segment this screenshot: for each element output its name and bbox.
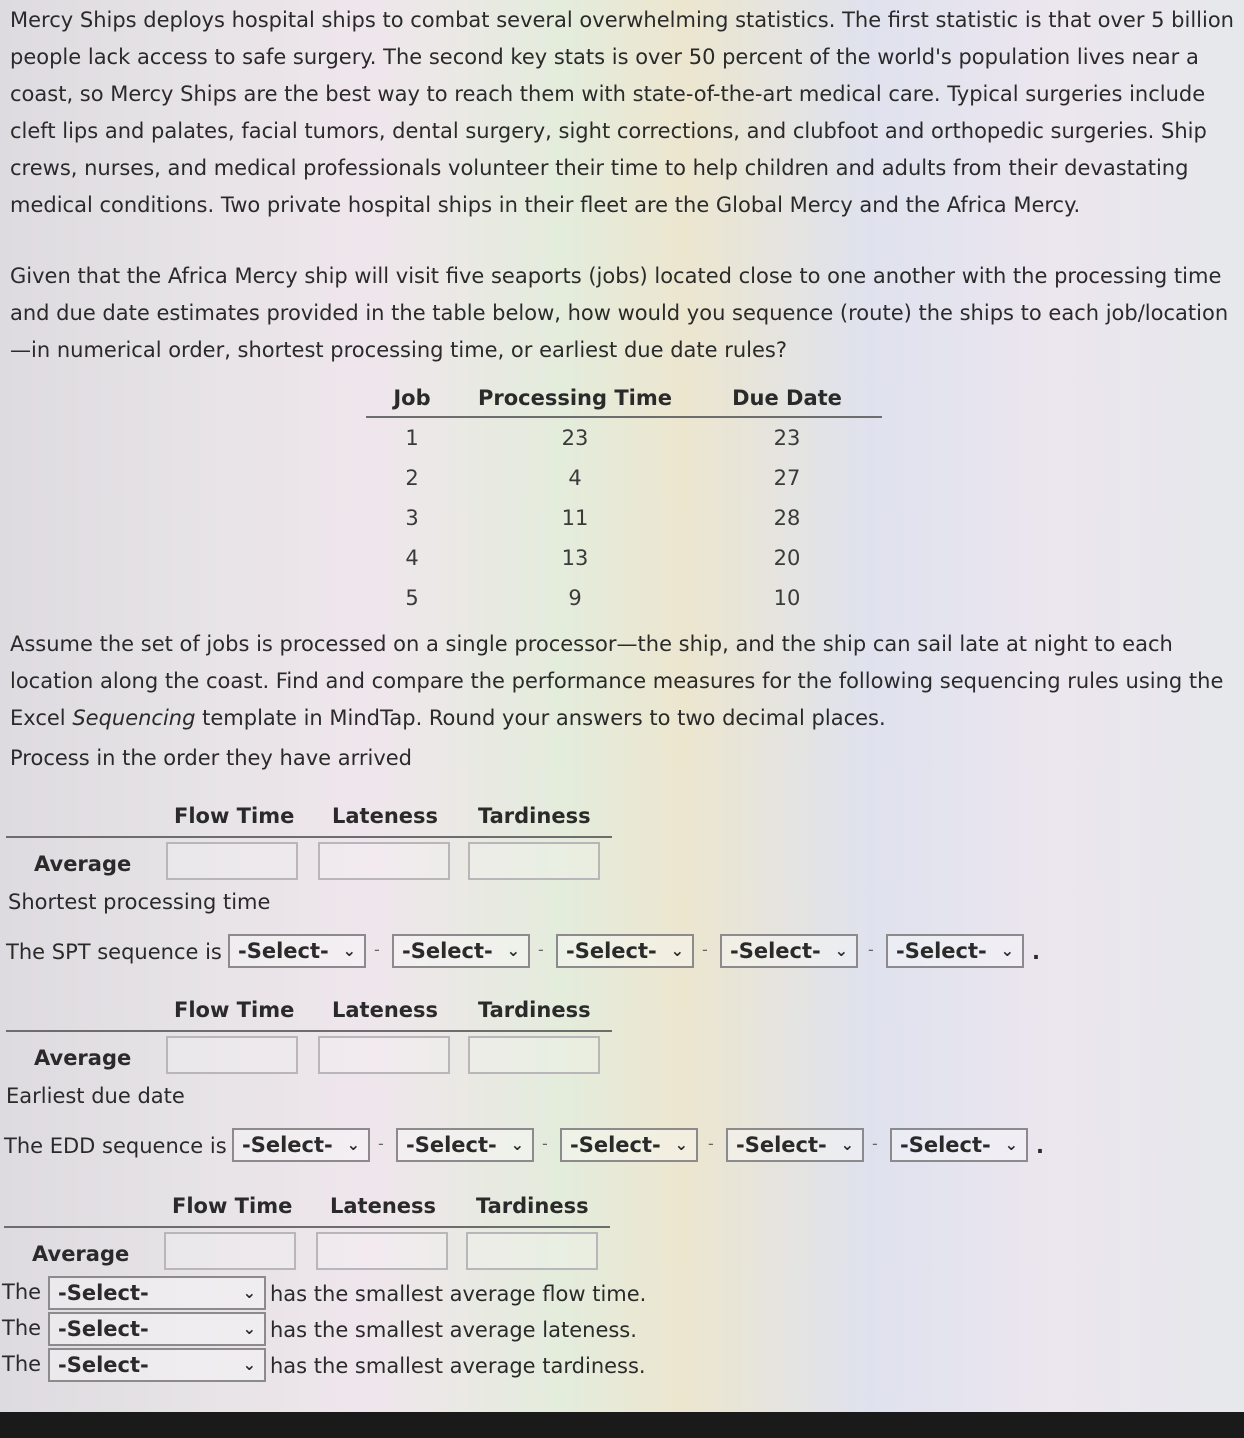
arrival-measures (6, 800, 612, 890)
chevron-down-icon: ⌄ (1000, 941, 1014, 960)
chevron-down-icon: ⌄ (346, 1135, 360, 1154)
separator: - (374, 940, 380, 959)
result-prefix: The (2, 1316, 42, 1340)
spt-tardiness-input[interactable] (468, 1036, 600, 1074)
chevron-down-icon: ⌄ (834, 941, 848, 960)
arrival-section-title: Process in the order they have arrived (10, 746, 413, 770)
table-row (366, 417, 882, 458)
cell-job: 1 (405, 426, 419, 450)
edd-section-title: Earliest due date (6, 1084, 185, 1108)
table-row (366, 578, 882, 618)
cell-processing-time: 23 (561, 426, 589, 450)
smallest-lateness-select[interactable] (48, 1312, 266, 1346)
cell-job: 2 (405, 466, 419, 490)
header-processing-time: Processing Time (458, 380, 692, 417)
measures-header (6, 800, 612, 838)
spt-select-2[interactable] (392, 934, 530, 968)
edd-tardiness-input[interactable] (466, 1232, 598, 1270)
edd-flow-time-input[interactable] (164, 1232, 296, 1270)
spt-section-title: Shortest processing time (8, 890, 271, 914)
select-value: -Select- (736, 1133, 827, 1157)
edd-select-4[interactable] (726, 1128, 864, 1162)
chevron-down-icon: ⌄ (242, 1355, 256, 1374)
arrival-tardiness-input[interactable] (468, 842, 600, 880)
sentence-period: . (1032, 940, 1040, 964)
average-label: Average (34, 1046, 132, 1070)
select-value: -Select- (570, 1133, 661, 1157)
average-label: Average (32, 1242, 130, 1266)
select-value: -Select- (242, 1133, 333, 1157)
select-value: -Select- (58, 1281, 149, 1305)
question-paragraph: Given that the Africa Mercy ship will visit five seaports (jobs) located close to one another with the processing time and due date estimates provided in the table below, how would you sequence (route) the ships to each job/location—in numerical order, shortest processing time, or earliest due date rules? (10, 264, 1229, 362)
cell-job: 4 (405, 546, 419, 570)
cell-job: 3 (405, 506, 419, 530)
assumption-text-end: template in MindTap. Round your answers to two decimal places. (195, 706, 886, 730)
col-tardiness: Tardiness (478, 998, 591, 1022)
smallest-flow-time-select[interactable] (48, 1276, 266, 1310)
separator: - (538, 940, 544, 959)
header-due-date: Due Date (692, 380, 882, 417)
average-label: Average (34, 852, 132, 876)
select-value: -Select- (238, 939, 329, 963)
select-value: -Select- (58, 1353, 149, 1377)
select-value: -Select- (730, 939, 821, 963)
col-flow-time: Flow Time (174, 804, 295, 828)
chevron-down-icon: ⌄ (674, 1135, 688, 1154)
col-lateness: Lateness (332, 804, 439, 828)
smallest-tardiness-select[interactable] (48, 1348, 266, 1382)
spt-select-5[interactable] (886, 934, 1024, 968)
edd-lateness-input[interactable] (316, 1232, 448, 1270)
separator: - (378, 1134, 384, 1153)
cell-job: 5 (405, 586, 419, 610)
sentence-period: . (1036, 1134, 1044, 1158)
spt-select-4[interactable] (720, 934, 858, 968)
header-job: Job (366, 380, 458, 417)
arrival-lateness-input[interactable] (318, 842, 450, 880)
cell-processing-time: 9 (568, 586, 582, 610)
col-tardiness: Tardiness (476, 1194, 589, 1218)
result-row-lateness (2, 1312, 702, 1348)
spt-measures (6, 994, 612, 1084)
cell-due-date: 10 (773, 586, 801, 610)
cell-processing-time: 4 (568, 466, 582, 490)
screen-bottom-bezel (0, 1412, 1244, 1438)
chevron-down-icon: ⌄ (840, 1135, 854, 1154)
cell-due-date: 23 (773, 426, 801, 450)
result-prefix: The (2, 1352, 42, 1376)
edd-select-1[interactable] (232, 1128, 370, 1162)
select-value: -Select- (406, 1133, 497, 1157)
separator: - (542, 1134, 548, 1153)
assumption-text-start: Assume the set of jobs is processed on a single processor—the ship, and the ship can sail late at night to each location along the coast. Find and compare the performance measures for the following sequencing rules using the Excel (10, 632, 1224, 730)
table-row (366, 458, 882, 498)
col-flow-time: Flow Time (172, 1194, 293, 1218)
edd-select-5[interactable] (890, 1128, 1028, 1162)
chevron-down-icon: ⌄ (242, 1283, 256, 1302)
chevron-down-icon: ⌄ (242, 1319, 256, 1338)
edd-select-3[interactable] (560, 1128, 698, 1162)
table-row (366, 498, 882, 538)
spt-select-3[interactable] (556, 934, 694, 968)
select-value: -Select- (566, 939, 657, 963)
chevron-down-icon: ⌄ (1004, 1135, 1018, 1154)
result-suffix: has the smallest average lateness. (270, 1318, 637, 1342)
result-prefix: The (2, 1280, 42, 1304)
cell-due-date: 28 (773, 506, 801, 530)
cell-processing-time: 13 (561, 546, 589, 570)
chevron-down-icon: ⌄ (342, 941, 356, 960)
cell-processing-time: 11 (561, 506, 589, 530)
spt-sequence-label: The SPT sequence is (6, 940, 222, 964)
spt-sequence-row (6, 934, 1106, 974)
col-lateness: Lateness (332, 998, 439, 1022)
chevron-down-icon: ⌄ (670, 941, 684, 960)
cell-due-date: 27 (773, 466, 801, 490)
measures-header (4, 1190, 610, 1228)
table-header-row (366, 380, 882, 417)
edd-select-2[interactable] (396, 1128, 534, 1162)
edd-sequence-row (4, 1128, 1104, 1168)
chevron-down-icon: ⌄ (506, 941, 520, 960)
table-row (366, 538, 882, 578)
spt-lateness-input[interactable] (318, 1036, 450, 1074)
template-name: Sequencing (72, 706, 196, 730)
separator: - (872, 1134, 878, 1153)
spt-select-1[interactable] (228, 934, 366, 968)
select-value: -Select- (896, 939, 987, 963)
intro-paragraph: Mercy Ships deploys hospital ships to combat several overwhelming statistics. The first statistic is that over 5 billion people lack access to safe surgery. The second key stats is over 50 percent of the world's population lives near a coast, so Mercy Ships are the best way to reach them with state-of-the-art medical care. Typical surgeries include cleft lips and palates, facial tumors, dental surgery, sight corrections, and clubfoot and orthopedic surgeries. Ship crews, nurses, and medical professionals volunteer their time to help children and adults from their devastating medical conditions. Two private hospital ships in their fleet are the Global Mercy and the Africa Mercy. (10, 8, 1234, 217)
edd-measures (4, 1190, 610, 1280)
result-suffix: has the smallest average flow time. (270, 1282, 647, 1306)
col-lateness: Lateness (330, 1194, 437, 1218)
measures-header (6, 994, 612, 1032)
col-flow-time: Flow Time (174, 998, 295, 1022)
arrival-flow-time-input[interactable] (166, 842, 298, 880)
separator: - (702, 940, 708, 959)
result-suffix: has the smallest average tardiness. (270, 1354, 646, 1378)
assumption-paragraph (10, 626, 1238, 737)
separator: - (708, 1134, 714, 1153)
cell-due-date: 20 (773, 546, 801, 570)
chevron-down-icon: ⌄ (510, 1135, 524, 1154)
result-row-flow-time (2, 1276, 702, 1312)
col-tardiness: Tardiness (478, 804, 591, 828)
edd-sequence-label: The EDD sequence is (4, 1134, 227, 1158)
select-value: -Select- (900, 1133, 991, 1157)
spt-flow-time-input[interactable] (166, 1036, 298, 1074)
separator: - (868, 940, 874, 959)
select-value: -Select- (402, 939, 493, 963)
jobs-table (366, 380, 882, 618)
select-value: -Select- (58, 1317, 149, 1341)
result-row-tardiness (2, 1348, 702, 1384)
